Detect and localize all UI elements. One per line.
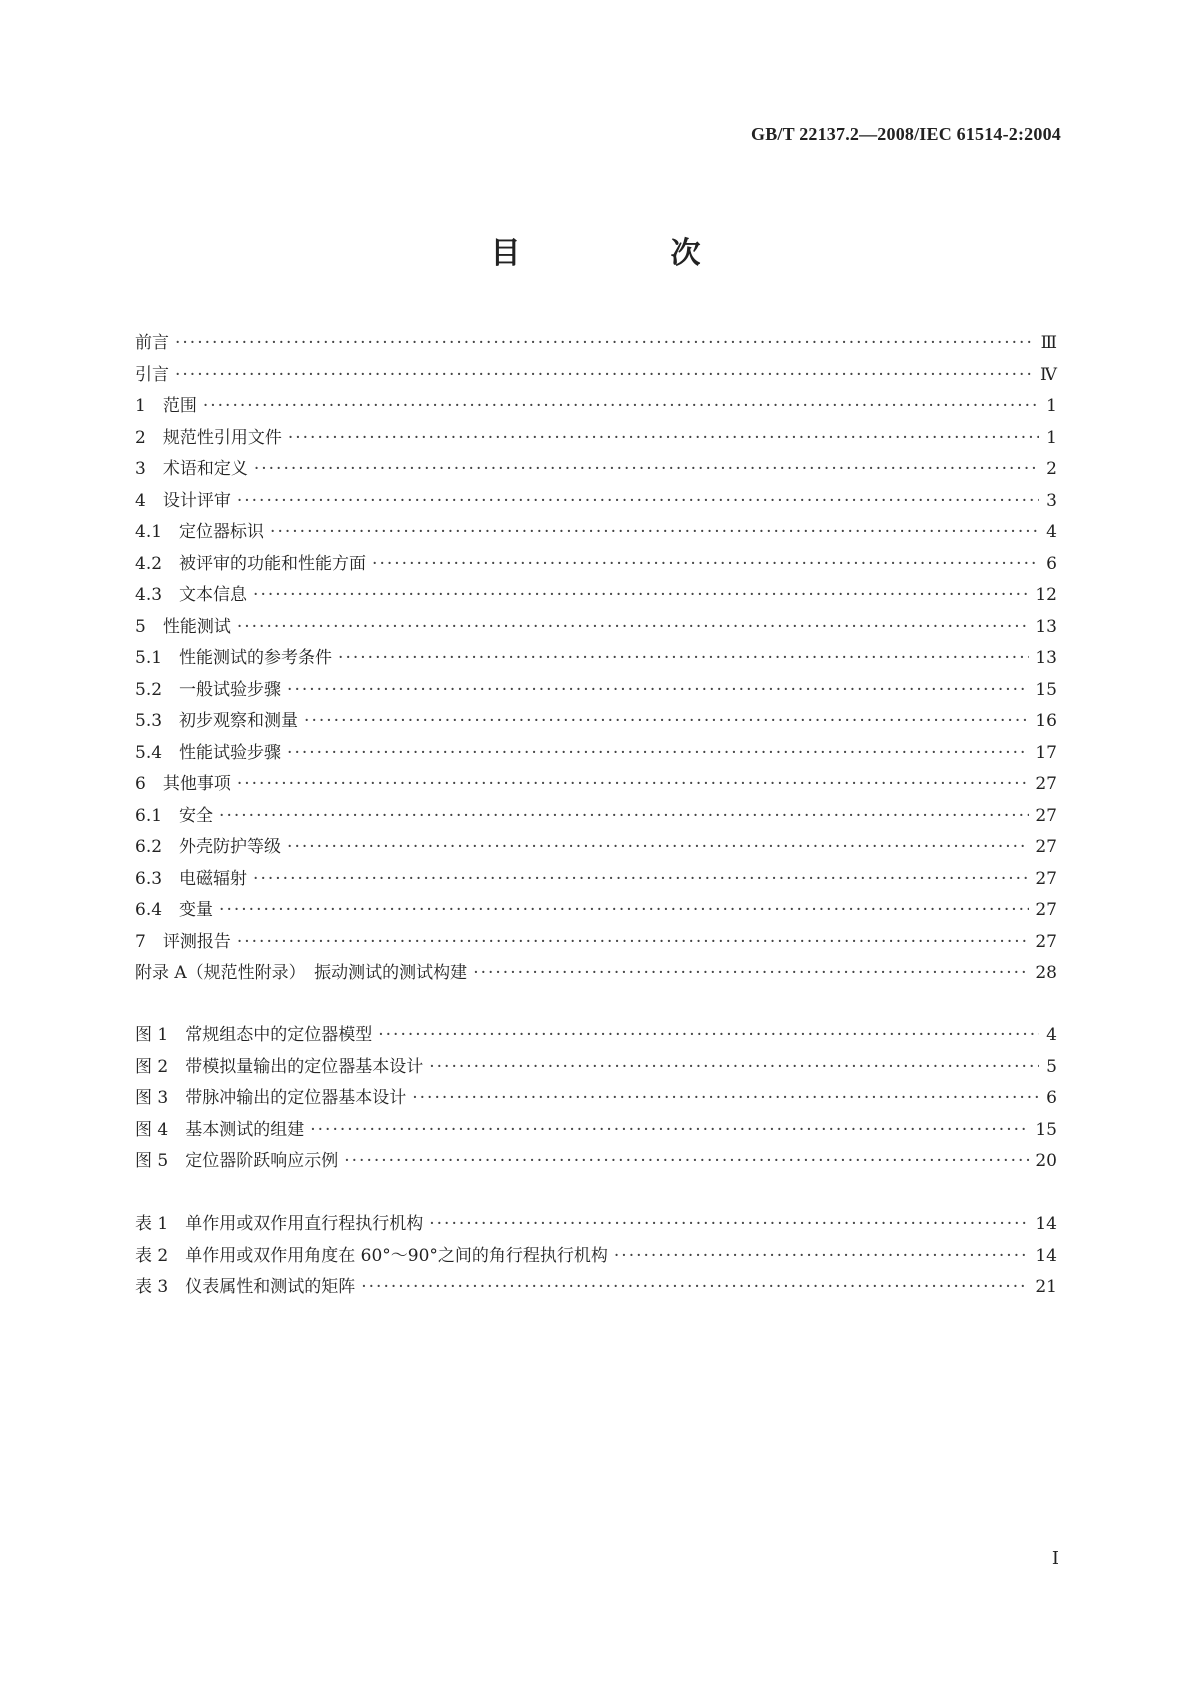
toc-main-list [135,328,1057,990]
toc-entry-label: 3 术语和定义 [135,459,248,479]
toc-entry-page: 27 [1035,931,1057,952]
toc-dot-leader [338,648,1029,668]
toc-entry[interactable] [135,486,1057,518]
toc-dot-leader [237,932,1030,952]
toc-entry[interactable] [135,1052,1057,1084]
toc-dot-leader [361,1277,1029,1297]
toc-entry-label: 表 1 单作用或双作用直行程执行机构 [135,1214,424,1234]
toc-entry-label: 5.1 性能测试的参考条件 [135,648,333,668]
toc-entry-label: 5.4 性能试验步骤 [135,742,282,763]
toc-dot-leader [237,617,1030,637]
toc-entry[interactable] [135,769,1057,801]
toc-dot-leader [270,522,1039,542]
toc-dot-leader [237,774,1030,794]
toc-entry-label: 4.1 定位器标识 [135,522,265,542]
toc-entry[interactable] [135,864,1057,896]
toc-dot-leader [287,743,1029,763]
toc-entry[interactable] [135,391,1057,423]
toc-entry-page: 3 [1046,490,1057,511]
toc-entry-label: 表 2 单作用或双作用角度在 60°～90°之间的角行程执行机构 [135,1245,608,1266]
toc-dot-leader [175,365,1034,385]
toc-entry-page: 16 [1035,711,1057,731]
toc-entry[interactable] [135,549,1057,581]
toc-dot-leader [412,1088,1039,1108]
toc-entry-label: 2 规范性引用文件 [135,427,282,448]
toc-entry-label: 附录 A（规范性附录） 振动测试的测试构建 [135,963,468,983]
toc-dot-leader [473,963,1029,983]
toc-entry-page: Ⅳ [1040,364,1057,385]
toc-table-list [135,1209,1057,1304]
toc-entry-page: 12 [1035,585,1057,605]
toc-entry[interactable] [135,328,1057,360]
toc-entry[interactable] [135,1083,1057,1115]
toc-dot-leader [253,585,1029,605]
toc-entry[interactable] [135,927,1057,959]
toc-entry-label: 6.3 电磁辐射 [135,868,248,889]
toc-entry[interactable] [135,643,1057,675]
toc-entry[interactable] [135,895,1057,927]
toc-entry-label: 4.3 文本信息 [135,585,248,605]
toc-entry[interactable] [135,1115,1057,1147]
toc-entry[interactable] [135,1146,1057,1178]
toc-entry-page: 27 [1035,774,1057,794]
toc-entry[interactable] [135,801,1057,833]
toc-entry-label: 6.2 外壳防护等级 [135,837,282,857]
toc-entry-page: 20 [1035,1151,1057,1171]
toc-entry-page: 21 [1035,1277,1057,1297]
toc-entry-page: 4 [1046,1025,1057,1045]
toc-entry-label: 图 1 常规组态中的定位器模型 [135,1025,373,1045]
toc-entry-page: 13 [1035,648,1057,668]
toc-entry-label: 6 其他事项 [135,774,231,794]
toc-entry[interactable] [135,1272,1057,1304]
toc-entry-label: 1 范围 [135,396,197,416]
toc-entry[interactable] [135,1020,1057,1052]
toc-entry-page: 14 [1035,1245,1057,1266]
toc-entry-page: 15 [1035,1119,1057,1140]
toc-entry-label: 4 设计评审 [135,490,231,511]
toc-entry-label: 6.1 安全 [135,805,214,826]
toc-dot-leader [287,680,1029,700]
toc-dot-leader [429,1214,1029,1234]
standard-header [751,124,1061,145]
toc-dot-leader [203,396,1039,416]
toc-entry-page: 6 [1046,553,1057,574]
toc-entry-label: 表 3 仪表属性和测试的矩阵 [135,1277,356,1297]
toc-entry-page: 6 [1046,1088,1057,1108]
toc-entry[interactable] [135,612,1057,644]
toc-dot-leader [254,459,1039,479]
toc-entry[interactable] [135,832,1057,864]
toc-entry-page: 4 [1046,522,1057,542]
toc-dot-leader [614,1246,1029,1266]
toc-dot-leader [219,806,1029,826]
toc-entry[interactable] [135,738,1057,770]
toc-entry-label: 5.2 一般试验步骤 [135,679,282,700]
toc-entry-page: 5 [1046,1056,1057,1077]
toc-entry-label: 图 2 带模拟量输出的定位器基本设计 [135,1056,424,1077]
toc-dot-leader [287,837,1029,857]
toc-entry-page: 13 [1035,616,1057,637]
toc-dot-leader [344,1151,1029,1171]
toc-entry[interactable] [135,360,1057,392]
toc-entry-page: 14 [1035,1214,1057,1234]
toc-dot-leader [429,1057,1039,1077]
page-number: I [1051,1548,1059,1569]
toc-entry-label: 图 5 定位器阶跃响应示例 [135,1151,339,1171]
toc-entry-label: 4.2 被评审的功能和性能方面 [135,553,367,574]
toc-entry[interactable] [135,675,1057,707]
toc-entry-label: 图 4 基本测试的组建 [135,1119,305,1140]
toc-entry-label: 前言 [135,333,169,353]
toc-entry[interactable] [135,1209,1057,1241]
toc-entry-page: 1 [1046,396,1057,416]
toc-dot-leader [253,869,1029,889]
toc-dot-leader [175,333,1035,353]
toc-entry[interactable] [135,706,1057,738]
toc-dot-leader [219,900,1029,920]
toc-entry-page: 28 [1035,963,1057,983]
toc-entry[interactable] [135,958,1057,990]
toc-entry-label: 5 性能测试 [135,616,231,637]
toc-entry-page: 27 [1035,805,1057,826]
standard-number: GB/T 22137.2—2008/IEC 61514-2:2004 [751,124,1061,144]
toc-entry-label: 5.3 初步观察和测量 [135,711,299,731]
toc-entry-page: 27 [1035,900,1057,920]
toc-entry-label: 引言 [135,364,169,385]
toc-dot-leader [237,491,1039,511]
toc-entry[interactable] [135,423,1057,455]
toc-dot-leader [288,428,1039,448]
toc-entry-page: 15 [1035,679,1057,700]
toc-entry-page: 27 [1035,837,1057,857]
toc-entry-label: 7 评测报告 [135,931,231,952]
toc-dot-leader [304,711,1029,731]
toc-entry[interactable] [135,1241,1057,1273]
toc-entry-page: 17 [1035,742,1057,763]
toc-entry-page: 27 [1035,868,1057,889]
toc-dot-leader [378,1025,1039,1045]
toc-dot-leader [310,1120,1029,1140]
toc-entry-page: Ⅲ [1040,333,1057,353]
toc-entry-label: 图 3 带脉冲输出的定位器基本设计 [135,1088,407,1108]
toc-entry-page: 2 [1046,459,1057,479]
toc-entry-page: 1 [1046,427,1057,448]
toc-entry-label: 6.4 变量 [135,900,214,920]
toc-entry[interactable] [135,454,1057,486]
toc-entry[interactable] [135,580,1057,612]
toc-figure-list [135,1020,1057,1178]
toc-dot-leader [372,554,1039,574]
page-title: 目 次 [490,236,761,271]
toc-entry[interactable] [135,517,1057,549]
